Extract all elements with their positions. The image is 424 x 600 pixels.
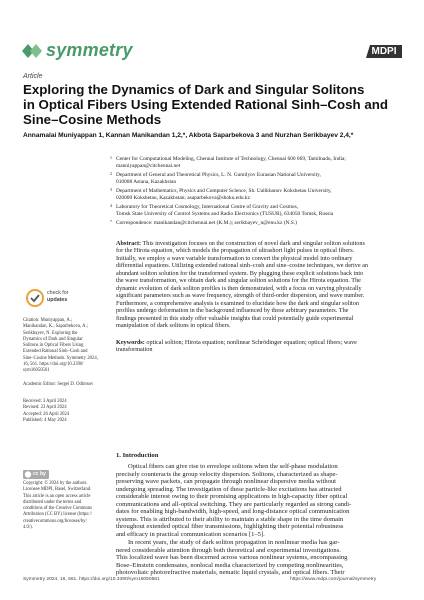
paragraph-line: and efficacy in practical communication scenarios [1–5]. <box>116 530 265 538</box>
affiliation-number: 2 <box>110 171 112 176</box>
abstract-line: abundant soliton solution for the transformed system. By plugging these explicit solutions back into <box>116 269 364 277</box>
license-link[interactable]: creativecommons.org/licenses/by/ <box>23 518 87 524</box>
keywords <box>116 339 406 354</box>
license-line: This article is an open access article <box>23 493 91 499</box>
paragraph-line: photovoltaic photorefractive materials, nematic liquid crystals, and optical fibers. Their <box>116 569 345 577</box>
citation-line: Solitons in Optical Fibers Using <box>23 343 84 349</box>
paragraph-line: dates for enabling high-bandwidth, high-speed, and long-distance optical communication <box>116 508 350 516</box>
publisher-logo[interactable] <box>366 45 402 58</box>
license-line: Licensee MDPI, Basel, Switzerland. <box>23 487 92 493</box>
keywords-line: optical soliton; Hirota equation; nonlinear Schrödinger equation; optical fibers; wave <box>146 339 357 346</box>
affiliation-line: Tomsk State University of Control Systems and Radio Electronics (TUSUR), 634050 Tomsk, Russia <box>116 210 334 217</box>
paragraph-line: undergoing spreading. The investigation of these particle-like excitations has attracted <box>116 485 342 493</box>
affiliation-line: Department of Mathematics, Physics and Computer Science, Sh. Ualikhanov Kokshetau University, <box>116 188 332 194</box>
affiliation-number: * <box>110 219 112 224</box>
footer-citation[interactable]: Symmetry 2024, 16, 561. https://doi.org/10.3390/sym16050561 <box>23 577 160 582</box>
correspondence <box>110 219 406 227</box>
abstract-line: Furthermore, a comprehensive analysis is examined to elucidate how the dark and singular soliton <box>116 299 359 307</box>
affiliation-number: 3 <box>110 187 112 192</box>
title-line: Sine–Cosine Methods <box>23 112 162 128</box>
check-label: check for <box>47 290 69 296</box>
journal-name[interactable]: symmetry <box>46 40 133 60</box>
affiliation-line: 020000 Kokshetau, Kazakhstan; asaparbekova@shoku.edu.kz <box>116 194 251 201</box>
date-revised: Revised: 23 April 2024 <box>23 405 67 411</box>
license-line: distributed under the terms and <box>23 499 82 505</box>
license-block <box>23 481 105 531</box>
abstract-line: This investigation focuses on the construction of novel dark and singular soliton solutions <box>142 240 365 247</box>
paragraph-line: preserving wave packets, can propagate through nonlinear dispersive media without <box>116 478 336 486</box>
author-list[interactable]: Annamalai Muniyappan 1, Kannan Manikandan 1,2,*, Akbota Saparbekova 3 and Nurzhan Serikbayev 2,4,* <box>23 132 354 139</box>
citation-doi-link[interactable]: 16, 561. https://doi.org/10.3390/ <box>23 362 84 368</box>
citation-line: Manikandan, K.; Saparbekova, A.; <box>23 324 88 330</box>
paragraph-line: precisely counteracts the group velocity dispersion. Solitons, characterized as shape- <box>116 470 338 478</box>
license-line: Copyright: © 2024 by the authors. <box>23 481 88 486</box>
date-received: Received: 3 April 2024 <box>23 399 67 404</box>
check-for-updates-button[interactable] <box>26 287 72 309</box>
paragraph-line: throughout extended optical fiber transmissions, highlighting their potential robustness <box>116 523 344 531</box>
academic-editor: Academic Editor: Sergei D. Odintsov <box>23 382 94 387</box>
intro-paragraph-1 <box>116 463 406 538</box>
affiliation-number: 1 <box>110 155 112 160</box>
footer-journal-url[interactable]: https://www.mdpi.com/journal/symmetry <box>290 577 377 582</box>
paragraph-line: considerable interest owing to their promising applications in high-capacity fiber optical <box>116 493 348 501</box>
affiliation-line: Laboratory for Theoretical Cosmology, International Centre of Gravity and Cosmos, <box>116 204 299 210</box>
publisher-name: MDPI <box>371 46 397 57</box>
citation-line: Serikbayev, N. Exploring the <box>23 330 78 336</box>
citation-block <box>23 318 105 375</box>
paragraph-line: Bose–Einstein condensates, nonlocal media characterized by competing nonlinearities, <box>116 561 344 569</box>
section-heading: 1. Introduction <box>116 452 159 459</box>
license-link[interactable]: 4.0/). <box>23 525 33 531</box>
abstract-line: manipulation of dark solitons in optical fibers. <box>116 321 231 329</box>
citation-line: Extended Rational Sinh–Cosh and <box>23 349 88 355</box>
license-link[interactable]: Attribution (CC BY) license (https:// <box>23 512 93 518</box>
updates-label: updates <box>47 296 68 303</box>
abstract-line: profiles undergo deformation in the background influenced by these arbitrary parameters. The <box>116 307 349 315</box>
dates-block <box>23 399 105 424</box>
affiliation-2 <box>110 171 406 186</box>
article-type: Article <box>23 73 43 80</box>
abstract-line: Initially, we employ a wave variable transformation to convert the physical model into ordinary <box>116 254 353 262</box>
abstract <box>116 240 406 329</box>
abstract-line: findings presented in this study offer valuable insights that could potentially guide experimental <box>116 314 354 322</box>
cc-label: cc by <box>33 471 46 477</box>
date-published: Published: 4 May 2024 <box>23 417 67 423</box>
citation-doi-link[interactable]: sym16050561 <box>23 368 50 374</box>
date-accepted: Accepted: 26 April 2024 <box>23 411 70 417</box>
correspondence-line[interactable]: Correspondence: manikandan@citchennai.net (K.M.); serikbayev_n@enu.kz (N.S.) <box>116 220 297 226</box>
title-line: in Optical Fibers Using Extended Rational Sinh–Cosh and <box>23 97 388 113</box>
license-line: conditions of the Creative Commons <box>23 506 93 512</box>
affiliation-line: 010008 Astana, Kazakhstan <box>116 178 177 185</box>
affiliation-1 <box>110 155 406 170</box>
affiliation-line: Department of General and Theoretical Physics, L. N. Gumilyov Eurasian National University, <box>116 172 321 178</box>
abstract-line: differential equations. Utilizing extended rational sinh–cosh and sine–cosine techniques, we derive an <box>116 262 368 270</box>
citation-line: Sine–Cosine Methods. Symmetry 2024, <box>23 355 98 361</box>
article-title <box>23 82 403 128</box>
affiliation-3 <box>110 187 406 202</box>
citation-line: Dynamics of Dark and Singular <box>23 336 83 342</box>
abstract-line: significant parameters such as wave frequency, strength of third-order dispersion, and wave number. <box>116 292 365 300</box>
paragraph-line: In recent years, the study of dark soliton propagation in nonlinear media has gar- <box>128 539 340 546</box>
affiliation-email[interactable]: manniyappan@citchennai.net <box>116 162 181 169</box>
paragraph-line: This localized wave has been discerned across various nonlinear systems, encompassing <box>116 554 348 562</box>
paragraph-line: nered considerable attention through both theoretical and experimental investigations. <box>116 546 341 554</box>
check-updates-icon <box>26 289 44 307</box>
keywords-label: Keywords: <box>116 339 145 346</box>
cc-by-license-icon[interactable] <box>23 470 49 479</box>
paragraph-line: Optical fibers can give rise to envelope solitons when the self-phase modulation <box>128 463 338 470</box>
abstract-line: the wave transformation, we obtain dark and singular soliton solutions for the Hirota equation. The <box>116 277 361 285</box>
abstract-label: Abstract: <box>116 240 142 247</box>
journal-logo-icon <box>20 42 42 60</box>
citation-line: Citation: Muniyappan, A.; <box>23 318 73 323</box>
affiliation-number: 4 <box>110 203 112 208</box>
paragraph-line: systems. This is attributed to their ability to maintain a stable shape in the time domain <box>116 515 344 523</box>
title-line: Exploring the Dynamics of Dark and Singular Solitons <box>23 82 365 97</box>
affiliation-4 <box>110 203 406 218</box>
affiliation-line: Center for Computational Modeling, Chennai Institute of Technology, Chennai 600 069, Tamilnadu, India; <box>116 156 346 162</box>
abstract-line: dynamic evolution of dark soliton profiles is then demonstrated, with a focus on varying physically <box>116 284 362 292</box>
paragraph-line: communications and all-optical switching. They are particularly regarded as strong candi- <box>116 500 352 508</box>
abstract-line: for the Hirota equation, which models the propagation of ultrashort light pulses in optical fibers. <box>116 247 355 255</box>
keywords-line: transformation <box>116 346 153 354</box>
intro-paragraph-2 <box>116 539 406 577</box>
